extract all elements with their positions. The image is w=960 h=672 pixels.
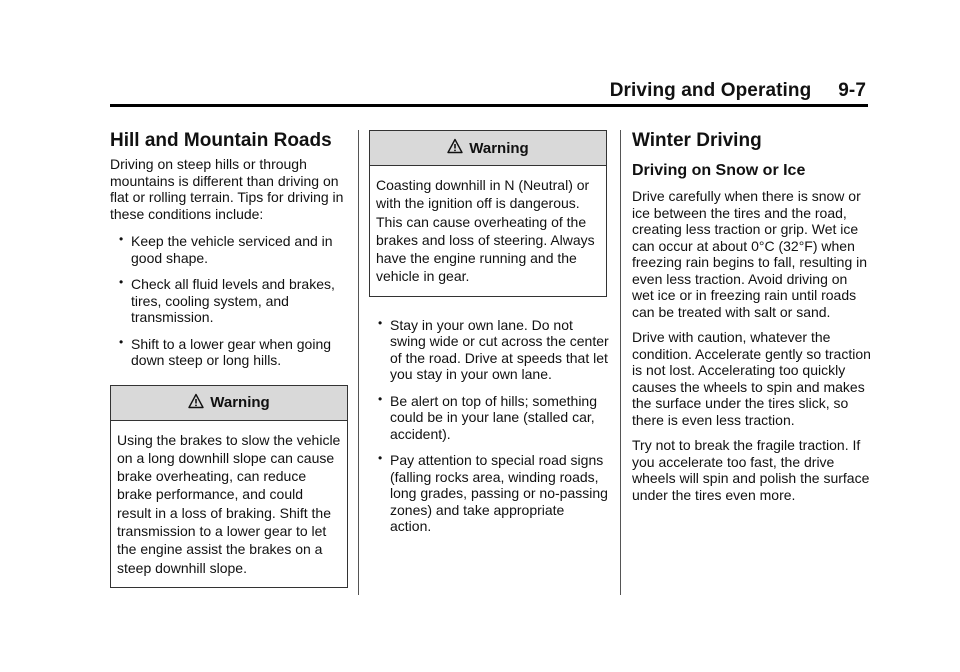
hill-tips-list [110, 233, 350, 369]
paragraph: Drive with caution, whatever the condition. Accelerate gently so traction is not lost. Accelerating too quickly causes the wheels to spin and makes the surface under the tires slick, so there is even less traction. [632, 329, 871, 428]
hill-intro: Driving on steep hills or through mountains is different than driving on flat or rolling terrain. Tips for driving in these conditions include: [110, 156, 344, 222]
header-rule [110, 104, 868, 107]
warning-title: Warning [469, 139, 529, 157]
section-heading-hill: Hill and Mountain Roads [110, 130, 332, 151]
warning-triangle-icon [447, 138, 463, 154]
column-divider [620, 130, 621, 595]
list-item: • Check all fluid levels and brakes, tires, cooling system, and transmission. [110, 276, 350, 326]
hill-tips-list-continued [369, 317, 609, 535]
page-header [112, 80, 866, 104]
warning-body [111, 421, 347, 587]
subheading-snow-ice: Driving on Snow or Ice [632, 162, 806, 179]
list-item: • Stay in your own lane. Do not swing wide or cut across the center of the road. Drive at speeds that let you stay in your own lane. [369, 317, 609, 383]
warning-header [111, 386, 347, 421]
column-3 [632, 130, 872, 503]
warning-header [370, 131, 606, 166]
warning-text: Coasting downhill in N (Neutral) or with the ignition off is dangerous. This can cause overheating of the brakes and loss of steering. Always have the engine running and the vehicle in gear. [376, 177, 595, 285]
list-item: • Be alert on top of hills; something could be in your lane (stalled car, accident). [369, 393, 609, 443]
list-item: • Pay attention to special road signs (falling rocks area, winding roads, long grades, passing or no-passing zones) and take appropriate action. [369, 452, 609, 535]
warning-triangle-icon [188, 393, 204, 409]
paragraph: Drive carefully when there is snow or ice between the tires and the road, creating less traction or grip. Wet ice can occur at about 0°C (32°F) when freezing rain begins to fall, resulting in even less traction. Avoid driving on wet ice or in freezing rain until roads can be treated with salt or sand. [632, 188, 868, 320]
column-divider [358, 130, 359, 595]
warning-title: Warning [210, 394, 270, 411]
column-1 [110, 130, 350, 588]
paragraph: Try not to break the fragile traction. If you accelerate too fast, the drive wheels will spin and polish the surface under the tires even more. [632, 437, 870, 503]
warning-box [369, 130, 607, 297]
column-2 [369, 130, 609, 535]
warning-text: Using the brakes to slow the vehicle on a long downhill slope can cause brake overheating, can reduce brake performance, and could result in a loss of braking. Shift the transmission to a lower gear to let the engine assist the brakes on a steep downhill slope. [117, 431, 341, 576]
list-item: • Shift to a lower gear when going down steep or long hills. [110, 336, 350, 369]
header-title: Driving and Operating 9-7 [609, 80, 866, 101]
section-heading-winter: Winter Driving [632, 130, 762, 151]
warning-box [110, 385, 348, 588]
warning-body [370, 166, 606, 296]
list-item: • Keep the vehicle serviced and in good shape. [110, 233, 350, 266]
